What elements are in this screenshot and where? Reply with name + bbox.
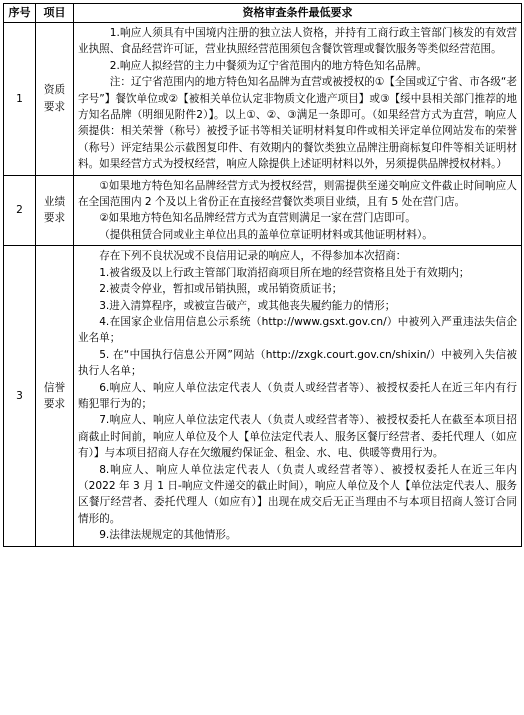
header-no: 序号 [4,4,36,23]
row-category [36,246,74,546]
row-category [36,175,74,246]
requirement-paragraph: ①如果地方特色知名品牌经营方式为授权经营，则需提供至递交响应文件截止时间响应人在全国范围内 2 个及以上省份正在直接经营餐饮类项目业绩，且有 5 处在营门店。 [78,179,517,209]
requirement-paragraph: 4.在国家企业信用信息公示系统（http://www.gsxt.gov.cn/）中被列入严重违法失信企业名单； [78,315,517,345]
requirement-paragraph: 6.响应人、响应人单位法定代表人（负责人或经营者等）、被授权委托人在近三年内有行贿犯罪行为的； [78,381,517,410]
requirement-paragraph: 1.响应人须具有中国境内注册的独立法人资格，并持有工商行政主管部门核发的有效营业执照、食品经营许可证，营业执照经营范围须包含餐饮管理或餐饮服务等类似经营范围。 [78,27,517,56]
table-row [4,23,522,176]
requirement-paragraph: 2.被责令停业，暂扣或吊销执照，或吊销资质证书； [99,283,343,296]
category-label: 资质 要求 [43,84,66,113]
requirement-paragraph: 7.响应人、响应人单位法定代表人（负责人或经营者等）、被授权委托人在截至本项目招商截止时间前，响应人单位及个人【单位法定代表人、服务区餐厅经营者、委托代理人（如应有）】与本项目招商人存在欠缴履约保证金、租金、水、电、供暖等费用行为。 [78,414,517,460]
requirement-cell [74,175,522,246]
requirement-paragraph: 注：辽宁省范围内的地方特色知名品牌为直营或被授权的①【全国或辽宁省、市各级“老字号”】餐饮单位或②【被相关单位认定非物质文化遗产项目】或③【绥中县相关部门推荐的地方知名品牌（明细见附件2）】。以上①、②、③满足一条即可。（如果经营方式为直营，响应人须提供：相关荣誉（称号）被授予证书等相关证明材料复印件或相关评定单位网站发布的荣誉（称号）评定结果公示截图复印件、有效期内的餐饮类独立品牌注册商标复印件等相关证明材料。如果经营方式为授权经营，响应人除提供上述证明材料以外，另须提供品牌授权材料。） [78,76,517,171]
row-number: 2 [4,175,36,246]
requirement-paragraph: 3.进入清算程序，或被宣告破产，或其他丧失履约能力的情形； [99,299,396,312]
requirement-paragraph: 9.法律法规规定的其他情形。 [99,529,237,542]
category-label: 信誉 要求 [43,381,66,410]
requirement-paragraph: （提供租赁合同或业主单位出具的盖单位章证明材料或其他证明材料）。 [99,228,433,241]
requirement-paragraph: 5. 在“中国执行信息公开网”网站（http://zxgk.court.gov.cn/shixin/）中被列入失信被执行人名单； [78,348,517,378]
requirement-paragraph: 8.响应人、响应人单位法定代表人（负责人或经营者等）、被授权委托人在近三年内（2022 年 3 月 1 日-响应文件递交的截止时间），响应人单位及个人【单位法定代表人、服务区餐厅经营者、委托代理人（如应有）】出现在成交后无正当理由不与本项目招商人签订合同情形的。 [78,463,517,525]
header-requirement: 资格审查条件最低要求 [74,4,522,23]
header-row [4,4,522,23]
qualification-table [3,3,522,547]
requirement-cell [74,23,522,176]
requirement-paragraph: ②如果地方特色知名品牌经营方式为直营则满足一家在营门店即可。 [99,212,416,225]
requirement-paragraph: 存在下列不良状况或不良信用记录的响应人，不得参加本次招商： [99,250,407,263]
table-row [4,246,522,546]
header-item: 项目 [36,4,74,23]
row-number: 3 [4,246,36,546]
requirement-cell [74,246,522,546]
requirement-paragraph: 2.响应人拟经营的主力中餐须为辽宁省范围内的地方特色知名品牌。 [109,59,428,72]
requirement-paragraph: 1.被省级及以上行政主管部门取消招商项目所在地的经营资格且处于有效期内； [99,266,470,279]
row-number: 1 [4,23,36,176]
category-label: 业绩 要求 [43,196,66,225]
row-category [36,23,74,176]
table-row [4,175,522,246]
